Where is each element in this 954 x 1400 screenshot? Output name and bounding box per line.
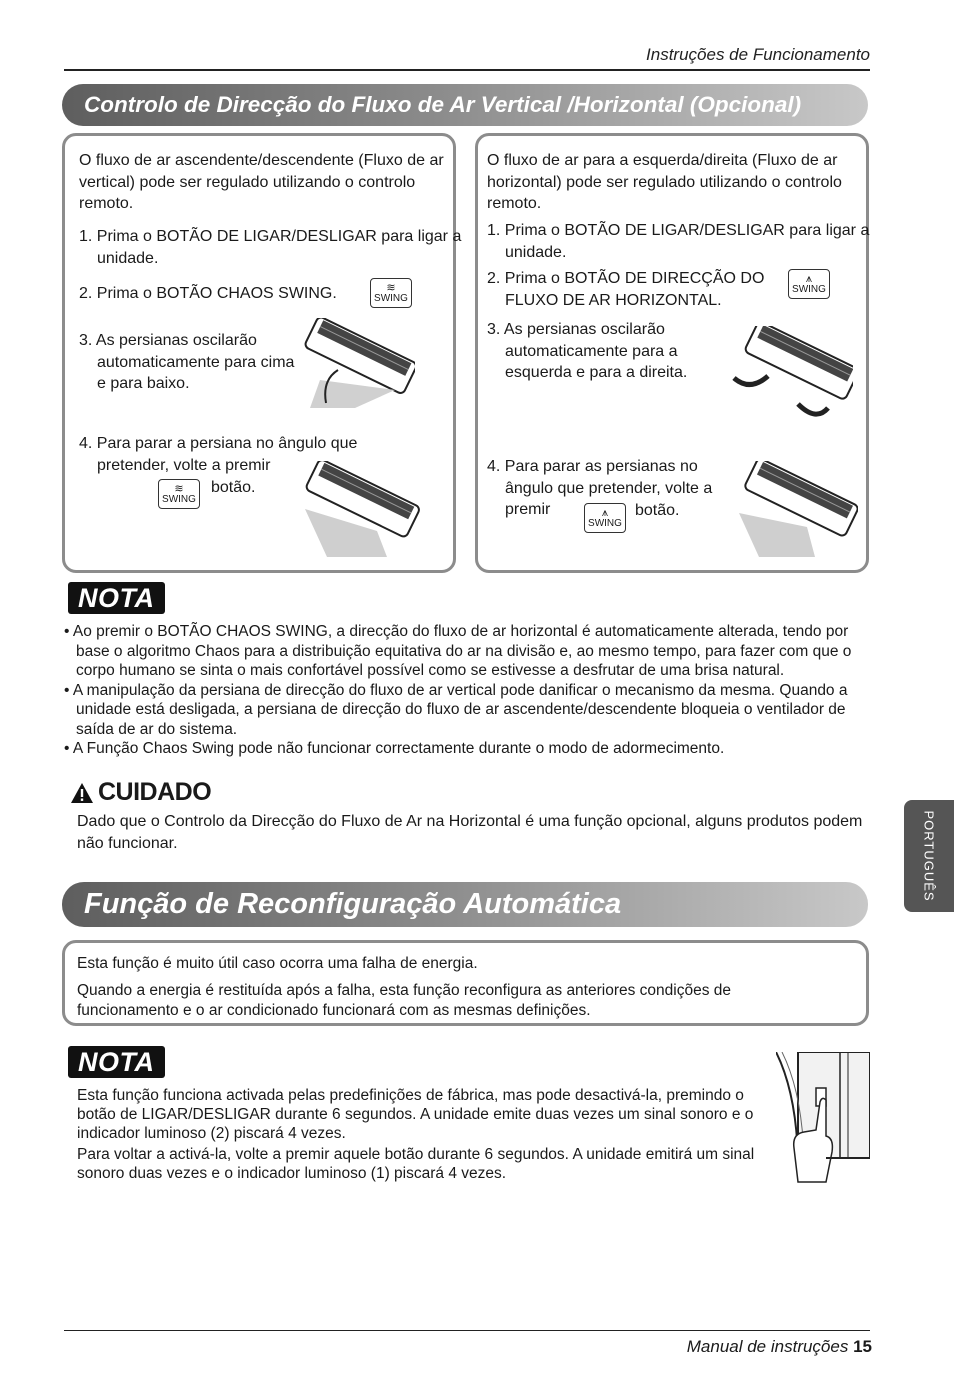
page-number: 15: [853, 1337, 872, 1356]
horizontal-step-1: 1. Prima o BOTÃO DE LIGAR/DESLIGAR para ligar a unidade.: [487, 222, 870, 261]
chaos-swing-button-icon: ≋ SWING: [370, 278, 412, 308]
horizontal-step-3: 3. As persianas oscilarão automaticamente para a esquerda e para a direita.: [487, 321, 688, 381]
horizontal-airflow-box: [475, 133, 869, 573]
horizontal-step-2: 2. Prima o BOTÃO DE DIRECÇÃO DO FLUXO DE AR HORIZONTAL.: [487, 270, 765, 309]
header-rule: [64, 69, 870, 71]
language-side-tab: [904, 800, 954, 912]
warning-icon: [70, 782, 94, 804]
cuidado-text: Dado que o Controlo da Direcção do Fluxo de Ar na Horizontal é uma função opcional, alguns produtos podem não funcionar.: [77, 813, 863, 852]
section-title-text: Controlo de Direcção do Fluxo de Ar Vertical /Horizontal (Opcional): [84, 92, 802, 117]
vertical-step-1: 1. Prima o BOTÃO DE LIGAR/DESLIGAR para ligar a unidade.: [79, 228, 462, 267]
footer: [687, 1337, 872, 1357]
nota-badge-2: NOTA: [68, 1046, 165, 1078]
nota-bullet-2: • A manipulação da persiana de direcção do fluxo de ar vertical pode danificar o mecanismo da mesma. Quando a unidade está desligada, a persiana de direcção do fluxo de ar ascendente/descendente bloqueia o ventilador de saída de ar do sistema.: [64, 681, 848, 738]
cuidado-label: CUIDADO: [98, 778, 212, 806]
vertical-step-2: 2. Prima o BOTÃO CHAOS SWING.: [79, 285, 337, 302]
section-title-text-2: Função de Reconfiguração Automática: [84, 888, 622, 920]
language-label: PORTUGUÊS: [921, 810, 937, 902]
nota-bullet-list: [64, 622, 874, 759]
section-title-airflow: [62, 84, 868, 126]
nota-2-paragraph-1: Esta função funciona activada pelas predefinições de fábrica, mas pode desactivá-la, premindo o botão de LIGAR/DESLIGAR durante 6 segundos. A unidade emite duas vezes um sinal sonoro e o indicador luminoso (2) piscará 4 vezes.: [77, 1087, 754, 1142]
ac-unit-vertical-stop-illustration: [297, 461, 422, 561]
horizontal-swing-button-icon-2: ⩚ SWING: [584, 503, 626, 533]
horizontal-intro: O fluxo de ar para a esquerda/direita (Fluxo de ar horizontal) pode ser regulado utilizando o controlo remoto.: [487, 152, 842, 212]
auto-restart-line-1: Esta função é muito útil caso ocorra uma falha de energia.: [77, 955, 478, 972]
auto-restart-line-2: Quando a energia é restituída após a falha, esta função reconfigura as anteriores condições de funcionamento e o ar condicionado funcionará com as mesmas definições.: [77, 982, 732, 1019]
hand-pressing-button-illustration: [776, 1052, 870, 1184]
footer-rule: [64, 1330, 870, 1331]
section-title-auto-restart: [62, 882, 868, 927]
nota-bullet-1: • Ao premir o BOTÃO CHAOS SWING, a direcção do fluxo de ar horizontal é automaticamente alterada, tendo por base o algoritmo Chaos para a distribuição equitativa do ar na divisão e, ao mesmo tempo, para fazer com que o corpo humano se sinta o mais confortável possível como se estivesse a desfrutar de uma brisa natural.: [64, 623, 852, 679]
ac-unit-horizontal-swing-illustration: [728, 326, 853, 426]
vertical-airflow-box: [62, 133, 462, 573]
ac-unit-vertical-swing-illustration: [300, 318, 415, 408]
nota-2-paragraph-2: Para voltar a activá-la, volte a premir aquele botão durante 6 segundos. A unidade emitirá um sinal sonoro duas vezes e o indicador luminoso (1) piscará 4 vezes.: [77, 1146, 755, 1182]
auto-restart-box: [62, 940, 869, 1026]
horizontal-step-4: 4. Para parar as persianas no ângulo que pretender, volte a premir: [487, 458, 713, 518]
footer-label: Manual de instruções: [686, 1337, 849, 1356]
ac-unit-horizontal-stop-illustration: [733, 461, 858, 561]
vertical-step-3: 3. As persianas oscilarão automaticamente para cima e para baixo.: [79, 332, 295, 392]
horizontal-swing-button-icon: ⩚ SWING: [788, 269, 830, 299]
nota-badge: NOTA: [68, 582, 165, 614]
vertical-intro: O fluxo de ar ascendente/descendente (Fluxo de ar vertical) pode ser regulado utilizando o controlo remoto.: [79, 152, 444, 212]
vertical-step-4-end: botão.: [211, 479, 256, 496]
horizontal-step-4-end: botão.: [635, 502, 680, 519]
running-header: Instruções de Funcionamento: [646, 45, 870, 64]
chaos-swing-button-icon-2: ≋ SWING: [158, 479, 200, 509]
vertical-step-4: 4. Para parar a persiana no ângulo que pretender, volte a premir: [79, 435, 358, 474]
nota-bullet-3: • A Função Chaos Swing pode não funcionar correctamente durante o modo de adormecimento.: [64, 740, 725, 757]
cuidado-heading: [70, 778, 211, 807]
